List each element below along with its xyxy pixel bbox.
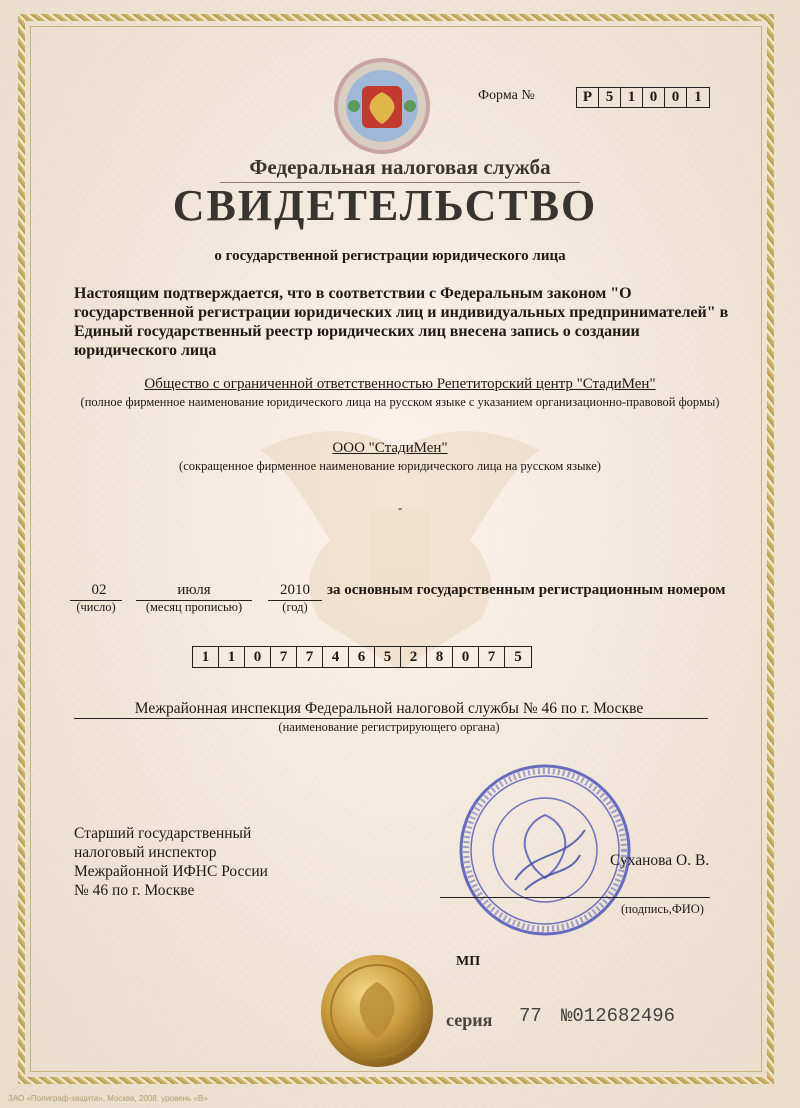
- form-code-char: 1: [621, 88, 643, 107]
- ogrn-digit: 6: [349, 647, 375, 667]
- gold-seal-icon: [318, 952, 436, 1070]
- reg-day-hint: (число): [76, 600, 116, 614]
- ogrn-digit: 5: [514, 648, 522, 665]
- form-code-char: 0: [665, 88, 687, 107]
- service-name: Федеральная налоговая служба: [249, 155, 551, 179]
- ogrn-digit: 1: [193, 647, 219, 667]
- ogrn-digit: 8: [427, 647, 453, 667]
- hologram-emblem-icon: [332, 56, 432, 156]
- authority-hint: (наименование регистрирующего органа): [278, 720, 500, 734]
- ogrn-digit: 2: [401, 647, 427, 667]
- seal-place-label: МП: [456, 954, 481, 969]
- company-full-name-hint: (полное фирменное наименование юридического лица на русском языке с указанием организационно-правовой формы): [80, 395, 720, 409]
- form-code-boxes: [576, 87, 710, 108]
- confirmation-text: Настоящим подтверждается, что в соответствии с Федеральным законом "О государственной регистрации юридических лиц и индивидуальных предпринимателей" в Единый государственный реестр юридических лиц внесена запись о создании юридического лица: [74, 285, 729, 359]
- reg-month: июля: [177, 582, 211, 598]
- company-full-name: [70, 376, 730, 393]
- inspector-position: [74, 824, 268, 900]
- empty-field-dash: -: [398, 500, 403, 515]
- form-number-label: Форма №: [478, 88, 535, 103]
- printer-note: ЗАО «Полиграф-защита», Москва, 2008, уровень «В»: [8, 1094, 208, 1103]
- inspector-position-line: № 46 по г. Москве: [74, 882, 195, 899]
- document-subtitle: о государственной регистрации юридического лица: [214, 248, 566, 264]
- eagle-watermark-icon: [200, 390, 600, 690]
- ogrn-digit: 7: [271, 647, 297, 667]
- inspector-position-line: налоговый инспектор: [74, 844, 217, 861]
- ogrn-digit: 4: [323, 647, 349, 667]
- company-short-name-hint: (сокращенное фирменное наименование юридического лица на русском языке): [179, 459, 601, 473]
- ogrn-digit: 5: [375, 647, 401, 667]
- form-code-char: 0: [643, 88, 665, 107]
- official-stamp-icon: [455, 760, 635, 940]
- signature-line: [440, 897, 710, 898]
- inspector-position-line: Межрайонной ИФНС России: [74, 863, 268, 880]
- reg-month-hint: (месяц прописью): [145, 600, 243, 614]
- reg-day: 02: [91, 582, 107, 598]
- authority-line: [74, 718, 708, 719]
- company-short-name-value: ООО "СтадиМен": [332, 440, 448, 456]
- form-code-char: 5: [599, 88, 621, 107]
- reg-year: 2010: [280, 582, 310, 598]
- company-short-name: [0, 440, 780, 457]
- inspector-position-line: Старший государственный: [74, 825, 252, 842]
- document-title: СВИДЕТЕЛЬСТВО: [172, 181, 598, 230]
- company-full-name-value: Общество с ограниченной ответственностью Репетиторский центр "СтадиМен": [144, 376, 656, 392]
- ogrn-digit: 0: [453, 647, 479, 667]
- ogrn-digit: 7: [479, 647, 505, 667]
- ogrn-digit: 7: [297, 647, 323, 667]
- ogrn-digit: 1: [219, 647, 245, 667]
- ogrn-boxes: [192, 646, 532, 668]
- certificate-number: №012682496: [561, 1005, 676, 1027]
- signer-name: Суханова О. В.: [610, 852, 710, 869]
- signature-hint: (подпись,ФИО): [621, 902, 704, 916]
- authority-name: Межрайонная инспекция Федеральной налоговой службы № 46 по г. Москве: [134, 700, 644, 717]
- reg-year-hint: (год): [282, 600, 308, 614]
- form-code-char: Р: [577, 88, 599, 107]
- ogrn-digit: 0: [245, 647, 271, 667]
- form-code-char: 1: [694, 89, 702, 105]
- registration-number-text: за основным государственным регистрационным номером: [327, 582, 726, 598]
- series-value: 77: [519, 1005, 542, 1027]
- series-label: серия: [446, 1010, 493, 1030]
